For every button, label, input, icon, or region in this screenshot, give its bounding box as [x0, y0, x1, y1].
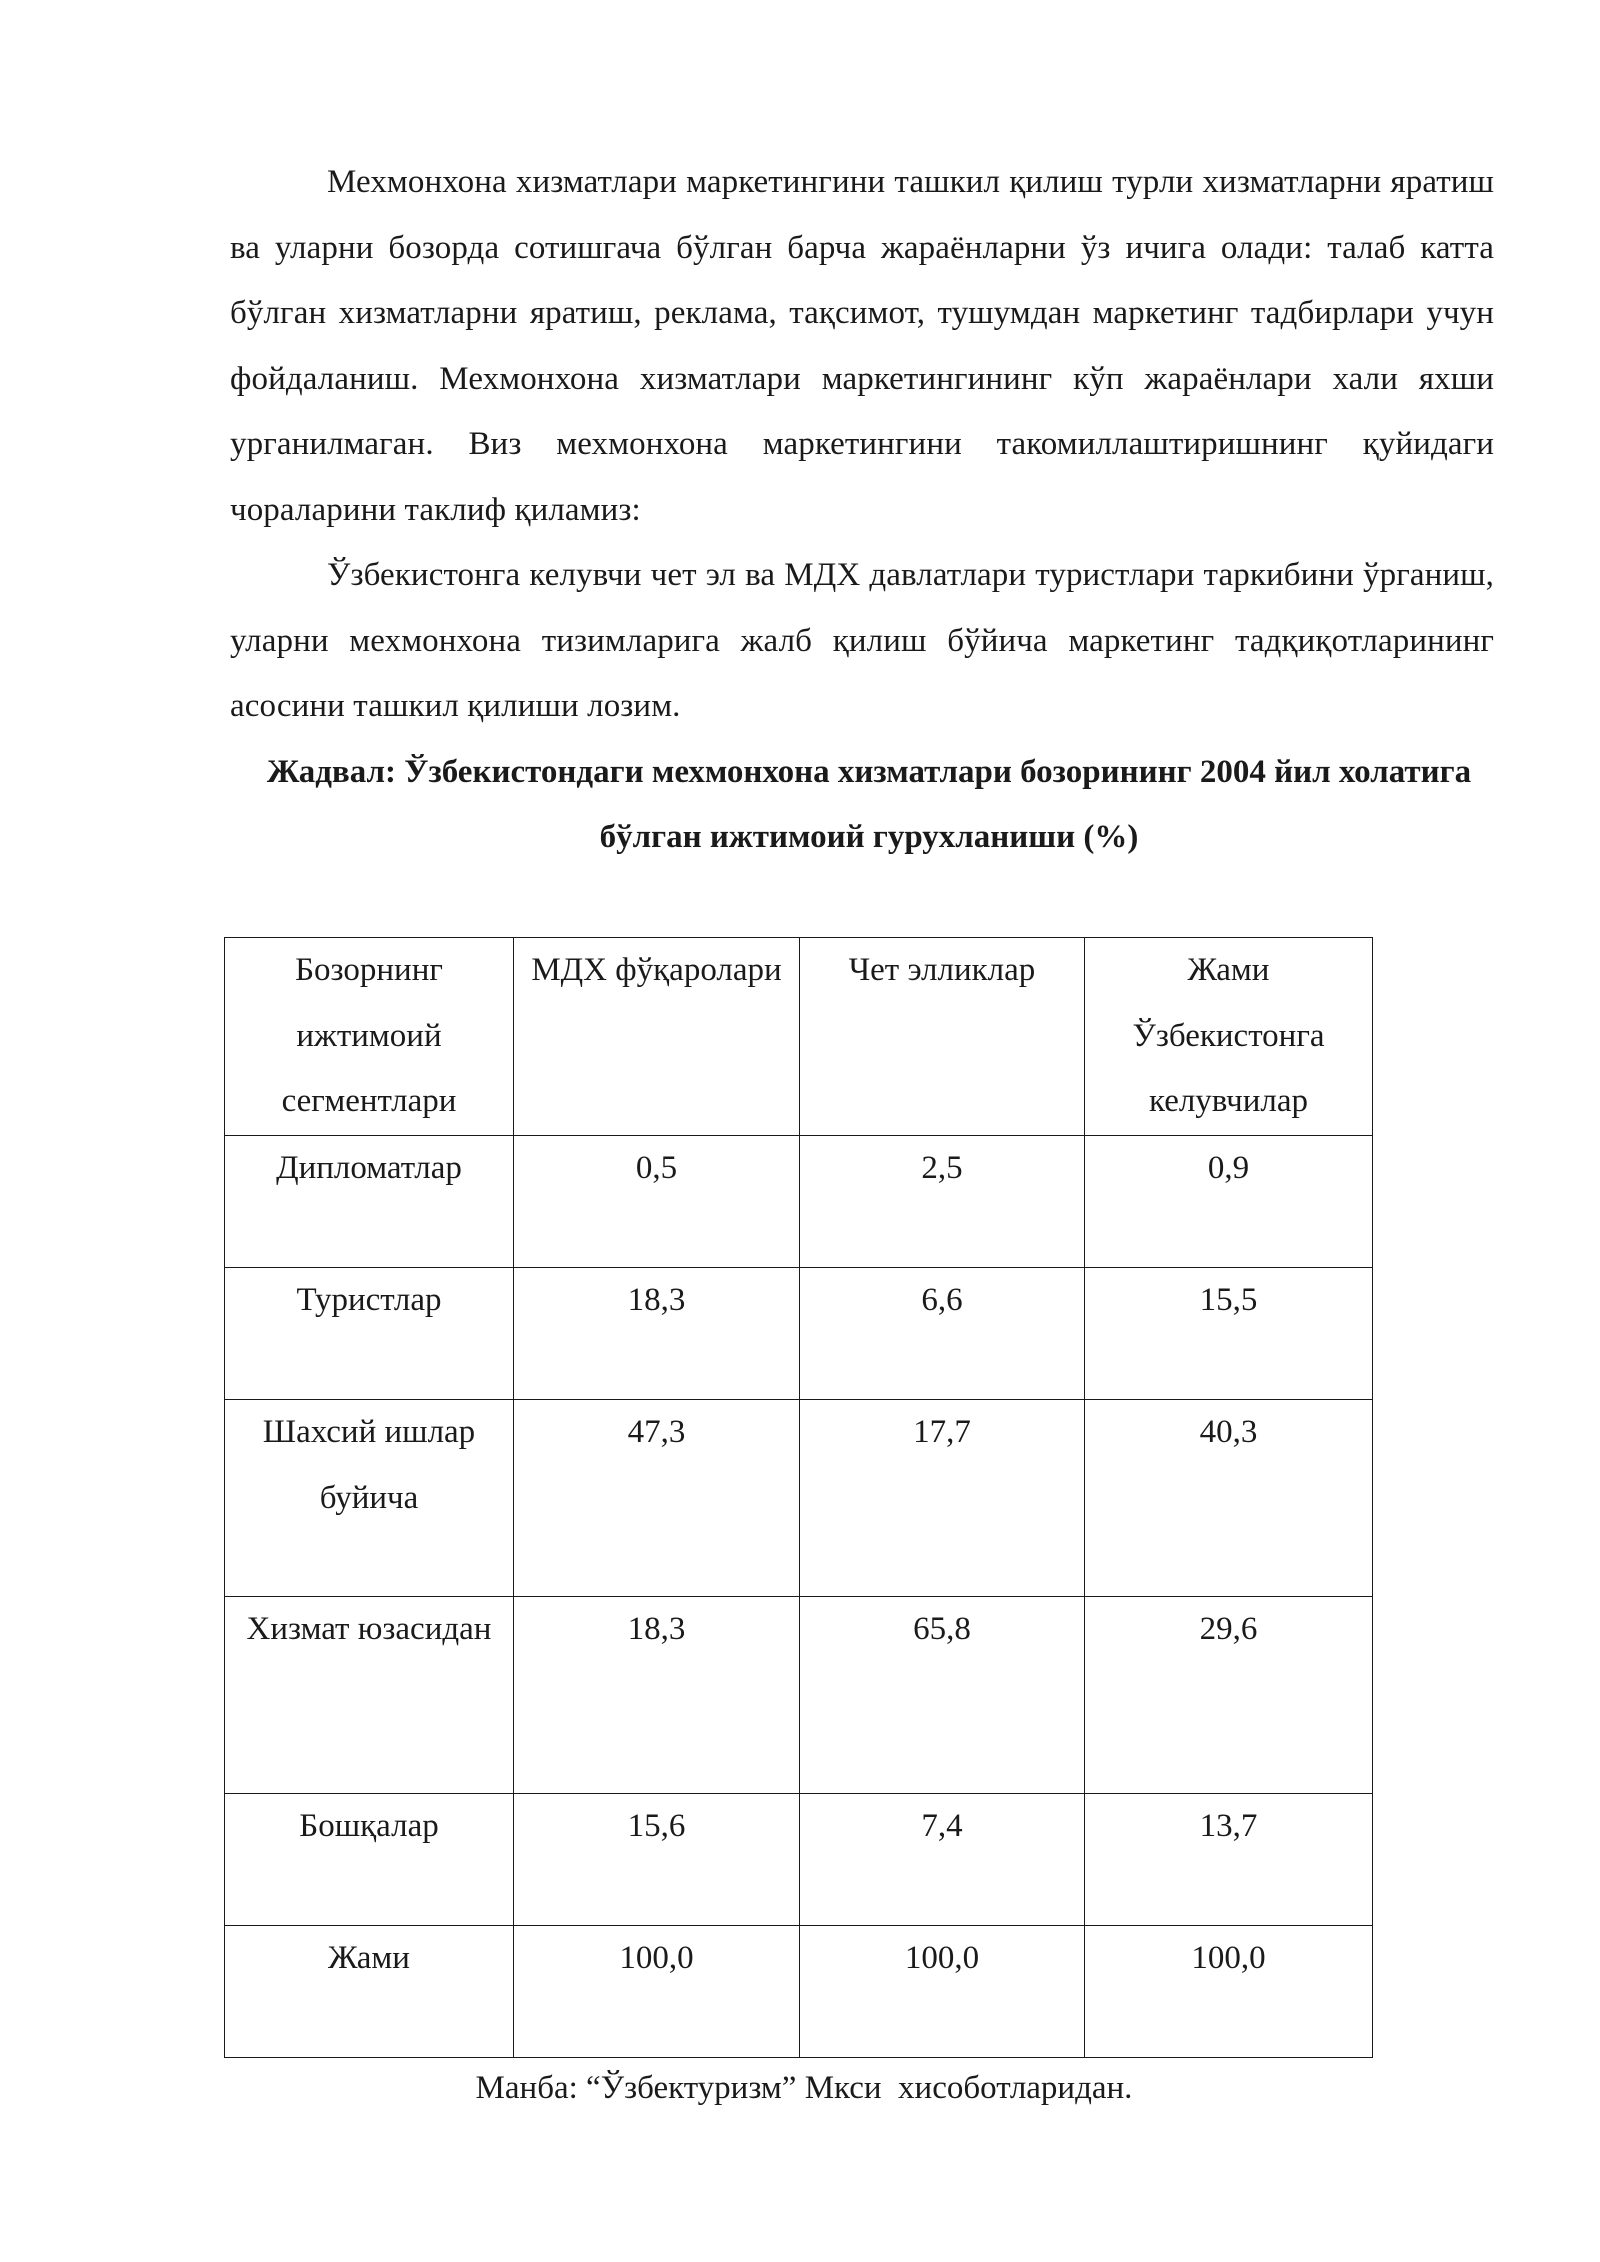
table-cell: 65,8 [800, 1597, 1085, 1794]
table-cell: 13,7 [1085, 1794, 1373, 1926]
table-row [225, 1268, 1373, 1400]
data-table [224, 937, 1373, 2058]
table-cell: Шахсий ишлар буйича [225, 1400, 514, 1597]
table-row [225, 1400, 1373, 1597]
table-cell: 17,7 [800, 1400, 1085, 1597]
data-table-container [224, 937, 1373, 2058]
table-cell: 15,6 [514, 1794, 800, 1926]
paragraph: Ўзбекистонга келувчи чет эл ва МДХ давлатлари туристлари таркибини ўрганиш, уларни мехмонхона тизимларига жалб қилиш бўйича маркетинг тадқиқотларининг асосини ташкил қилиши лозим. [230, 557, 1494, 724]
table-cell: Жами [225, 1926, 514, 2058]
header-cell: Бозорнинг ижтимоий сегментлари [225, 938, 514, 1136]
header-cell: Чет элликлар [800, 938, 1085, 1136]
table-cell: Хизмат юзасидан [225, 1597, 514, 1794]
table-cell: Дипломатлар [225, 1136, 514, 1268]
table-cell: 18,3 [514, 1597, 800, 1794]
table-cell: 2,5 [800, 1136, 1085, 1268]
header-cell: Жами Ўзбекистонга келувчилар [1085, 938, 1373, 1136]
paragraph: Мехмонхона хизматлари маркетингини ташкил қилиш турли хизматларни яратиш ва уларни бозорда сотишгача бўлган барча жараёнларни ўз ичига олади: талаб катта бўлган хизматларни яратиш, реклама, тақсимот, тушумдан маркетинг тадбирлари учун фойдаланиш. Мехмонхона хизматлари маркетингининг кўп жараёнлари хали яхши урганилмаган. Виз мехмонхона маркетингини такомиллаштиришнинг қуйидаги чораларини таклиф қиламиз: [230, 164, 1494, 528]
table-cell: 40,3 [1085, 1400, 1373, 1597]
table-cell: Бошқалар [225, 1794, 514, 1926]
table-cell: 0,9 [1085, 1136, 1373, 1268]
header-cell: МДХ фўқаролари [514, 938, 800, 1136]
table-source-note: Манба: “Ўзбектуризм” Мкси хисоботларидан. [475, 2070, 1133, 2106]
table-row-total [225, 1926, 1373, 2058]
table-caption: Жадвал: Ўзбекистондаги мехмонхона хизматлари бозорининг 2004 йил холатига бўлган ижтимоий гурухланиши (%) [266, 753, 1472, 855]
table-cell: 29,6 [1085, 1597, 1373, 1794]
table-cell: 6,6 [800, 1268, 1085, 1400]
document-body [230, 150, 1494, 870]
table-cell: 47,3 [514, 1400, 800, 1597]
table-row [225, 1597, 1373, 1794]
table-cell: 0,5 [514, 1136, 800, 1268]
table-cell: 100,0 [800, 1926, 1085, 2058]
table-cell: 100,0 [1085, 1926, 1373, 2058]
table-cell: 18,3 [514, 1268, 800, 1400]
table-row [225, 1136, 1373, 1268]
table-cell: 100,0 [514, 1926, 800, 2058]
table-cell: 7,4 [800, 1794, 1085, 1926]
table-cell: Туристлар [225, 1268, 514, 1400]
table-header-row [225, 938, 1373, 1136]
table-row [225, 1794, 1373, 1926]
table-cell: 15,5 [1085, 1268, 1373, 1400]
